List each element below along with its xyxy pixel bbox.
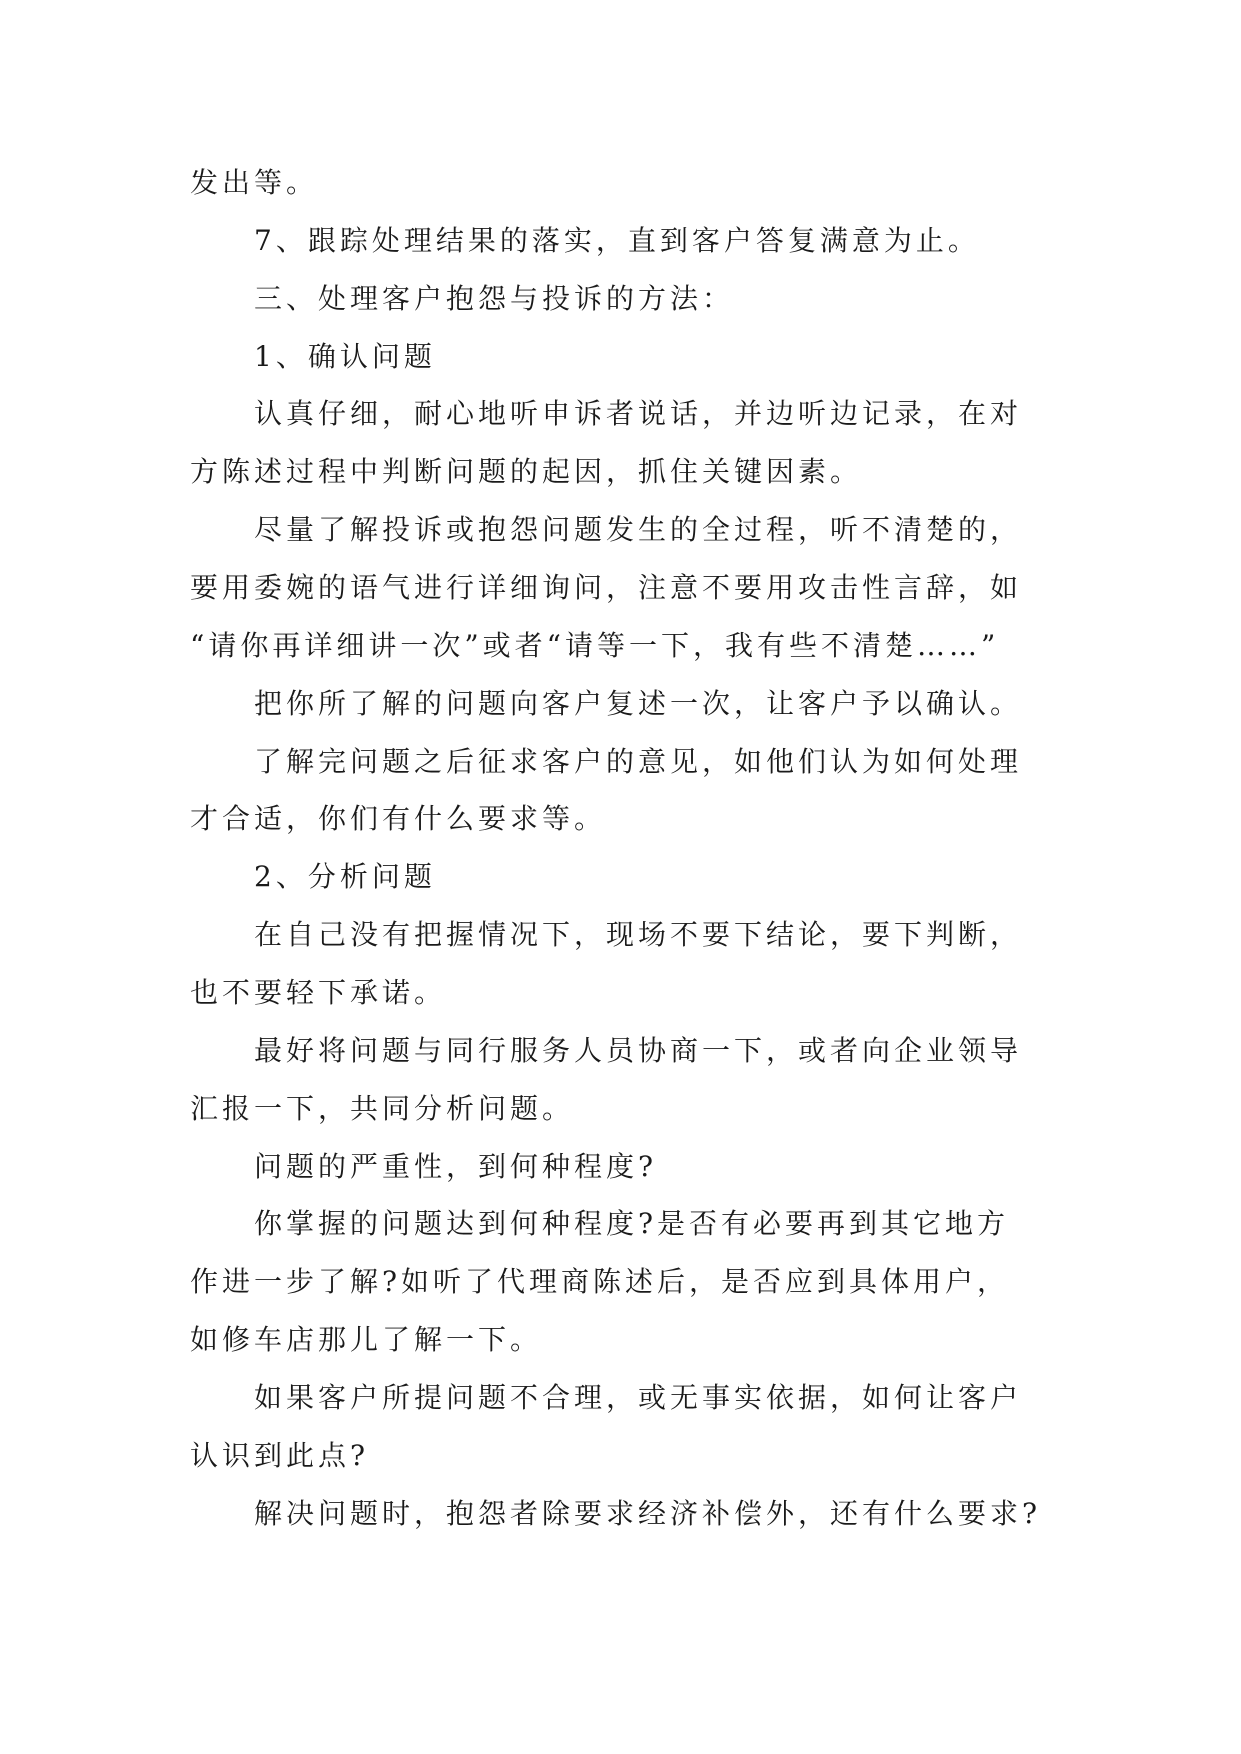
subsection-heading-text: 1、确认问题 [254, 339, 436, 373]
text-line: 在自己没有把握情况下，现场不要下结论，要下判断， [254, 918, 1023, 952]
paragraph [190, 1138, 1091, 1196]
section-heading [190, 270, 1091, 328]
text-line: 汇报一下，共同分析问题。 [190, 1091, 575, 1125]
text-line: 方陈述过程中判断问题的起因，抓住关键因素。 [190, 455, 863, 489]
text-line: 作进一步了解?如听了代理商陈述后，是否应到具体用户， [190, 1265, 1010, 1299]
text-line: 问题的严重性，到何种程度? [254, 1149, 658, 1183]
text-line: 才合适，你们有什么要求等。 [190, 802, 607, 836]
text-line: 如修车店那儿了解一下。 [190, 1323, 543, 1357]
paragraph [190, 733, 1091, 849]
paragraph-step-7 [190, 212, 1091, 270]
text-line: 你掌握的问题达到何种程度?是否有必要再到其它地方 [254, 1207, 1010, 1241]
text-line: 要用委婉的语气进行详细询问，注意不要用攻击性言辞，如 [190, 571, 1023, 605]
text-line: 尽量了解投诉或抱怨问题发生的全过程，听不清楚的， [254, 513, 1023, 547]
text-line: 如果客户所提问题不合理，或无事实依据，如何让客户 [254, 1381, 1023, 1415]
text-line: 认真仔细，耐心地听申诉者说话，并边听边记录，在对 [254, 397, 1023, 431]
paragraph [190, 501, 1091, 675]
paragraph [190, 675, 1091, 733]
paragraph [190, 385, 1091, 501]
paragraph [190, 1485, 1091, 1543]
paragraph-continuation [190, 154, 1091, 212]
text-line: 最好将问题与同行服务人员协商一下，或者向企业领导 [254, 1033, 1023, 1067]
text-line: 发出等。 [190, 166, 319, 199]
text-line: 认识到此点? [190, 1438, 370, 1472]
subsection-heading-confirm [190, 328, 1091, 386]
paragraph [190, 906, 1091, 1022]
subsection-heading-text: 2、分析问题 [254, 860, 436, 894]
paragraph [190, 1022, 1091, 1138]
text-line: 也不要轻下承诺。 [190, 976, 447, 1010]
subsection-heading-analyze [190, 848, 1091, 906]
paragraph [190, 1195, 1091, 1369]
text-line: 7、跟踪处理结果的落实，直到客户答复满意为止。 [254, 223, 980, 257]
text-line: 了解完问题之后征求客户的意见，如他们认为如何处理 [254, 744, 1023, 778]
text-line: 把你所了解的问题向客户复述一次，让客户予以确认。 [254, 686, 1023, 720]
section-heading-text: 三、处理客户抱怨与投诉的方法： [254, 281, 735, 315]
text-line: “请你再详细讲一次”或者“请等一下，我有些不清楚……” [190, 628, 1000, 662]
text-line: 解决问题时，抱怨者除要求经济补偿外，还有什么要求? [254, 1496, 1042, 1530]
paragraph [190, 1369, 1091, 1485]
